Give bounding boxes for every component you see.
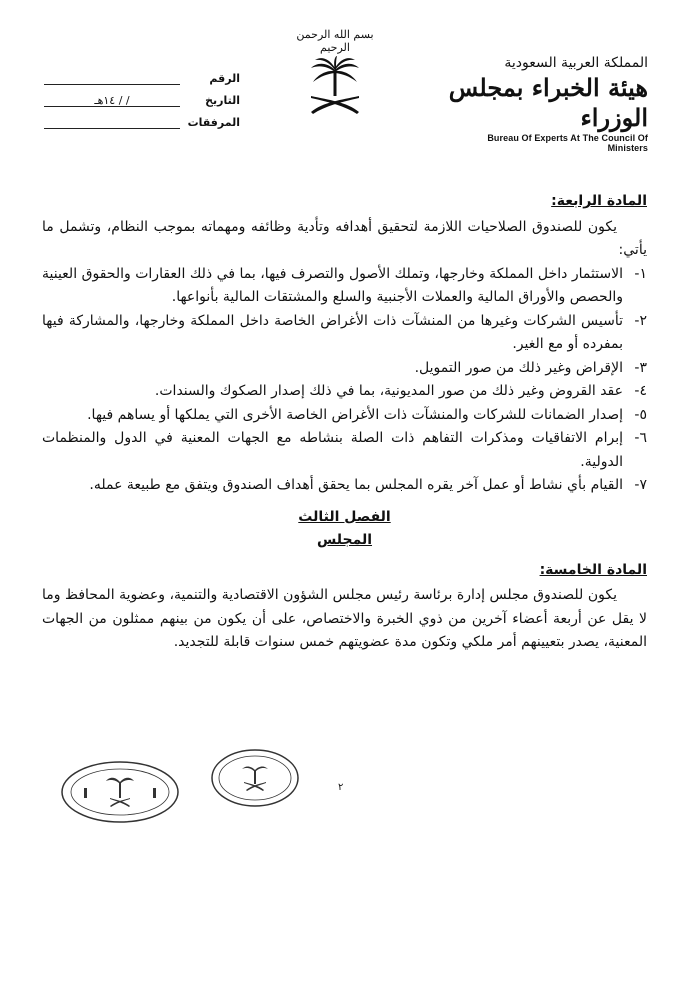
article-4-intro: يكون للصندوق الصلاحيات اللازمة لتحقيق أهدافه وتأدية وظائفه ومهماته بموجب النظام، وتشمل ما يأتي: xyxy=(42,218,647,258)
list-item-text: إبرام الاتفاقيات ومذكرات التفاهم ذات الصلة بنشاطه مع الجهات المعنية في الدول والمنظمات الدولية. xyxy=(42,430,623,470)
page-number: ٢ xyxy=(338,782,344,793)
attachments-label: المرفقات xyxy=(187,116,240,129)
attachments-row xyxy=(40,107,240,129)
list-item-number: ٦- xyxy=(634,430,647,446)
section-heading: المجلس xyxy=(316,532,373,548)
list-item-number: ٥- xyxy=(634,406,647,423)
list-item xyxy=(42,380,647,404)
list-item-number: ٢- xyxy=(634,312,647,329)
letterhead-bureau xyxy=(448,55,648,153)
basmala: بسم الله الرحمن الرحيم xyxy=(296,28,374,54)
list-item-text: تأسيس الشركات وغيرها من المنشآت ذات الأغراض الخاصة داخل المملكة وخارجها، والمشاركة فيها بمفرده أو مع الغير. xyxy=(42,312,623,352)
date-value: / / ١٤هـ xyxy=(44,94,180,107)
letterhead-emblem xyxy=(295,28,375,118)
list-item-number: ٣- xyxy=(634,359,647,376)
reference-fields xyxy=(40,63,240,129)
document-body xyxy=(42,190,647,655)
list-item xyxy=(42,263,647,310)
list-item-text: الإقراض وغير ذلك من صور التمويل. xyxy=(414,359,623,376)
article-5-title: المادة الخامسة: xyxy=(539,561,647,578)
bureau-name-arabic: هيئة الخبراء بمجلس الوزراء xyxy=(448,73,648,132)
date-row xyxy=(40,85,240,107)
list-item xyxy=(42,427,647,474)
list-item-number: ٧- xyxy=(634,477,647,493)
list-item-text: إصدار الضمانات للشركات والمنشآت ذات الأغراض الخاصة الأخرى التي يملكها أو يساهم فيها. xyxy=(87,406,623,423)
ref-number-row xyxy=(40,63,240,85)
palm-swords-emblem-icon xyxy=(307,56,363,118)
list-item xyxy=(42,404,647,428)
attachments-line xyxy=(44,116,180,129)
chapter-heading: الفصل الثالث xyxy=(298,508,391,525)
list-item-number: ٤- xyxy=(634,383,647,399)
list-item-number: ١- xyxy=(634,265,647,282)
kingdom-name: المملكة العربية السعودية xyxy=(504,55,648,71)
official-seal-icon xyxy=(60,760,180,824)
list-item-text: الاستثمار داخل المملكة وخارجها، وتملك الأصول والتصرف فيها، بما في ذلك العقارات والحقوق العينية والحصص والأوراق المالية والعملات الأجنبية والسلع والمشتقات المالية بأنواعها. xyxy=(42,265,623,305)
list-item-text: القيام بأي نشاط أو عمل آخر يقره المجلس بما يحقق أهداف الصندوق ويتفق مع طبيعة عمله. xyxy=(89,477,623,493)
article-4-title: المادة الرابعة: xyxy=(551,193,647,209)
bureau-name-english: Bureau Of Experts At The Council Of Ministers xyxy=(487,133,648,153)
list-item xyxy=(42,310,647,357)
list-item xyxy=(42,357,647,381)
ref-number-label: الرقم xyxy=(209,72,240,85)
article-5-text: يكون للصندوق مجلس إدارة برئاسة رئيس مجلس الشؤون الاقتصادية والتنمية، وعضوية المحافظ وما لا يقل عن أربعة أعضاء آخرين من ذوي الخبرة والاختصاص، على أن يكون من بينهم ممثلون من الجهات المعنية، يصدر بتعيينهم أمر ملكي وتكون مدة عضويتهم خمس سنوات قابلة للتجديد. xyxy=(42,587,647,650)
ref-number-line xyxy=(44,72,180,85)
list-item-text: عقد القروض وغير ذلك من صور المديونية، بما في ذلك إصدار الصكوك والسندات. xyxy=(154,383,623,399)
official-seal-icon xyxy=(210,748,300,808)
list-item xyxy=(42,474,647,498)
date-label: التاريخ xyxy=(205,94,240,107)
